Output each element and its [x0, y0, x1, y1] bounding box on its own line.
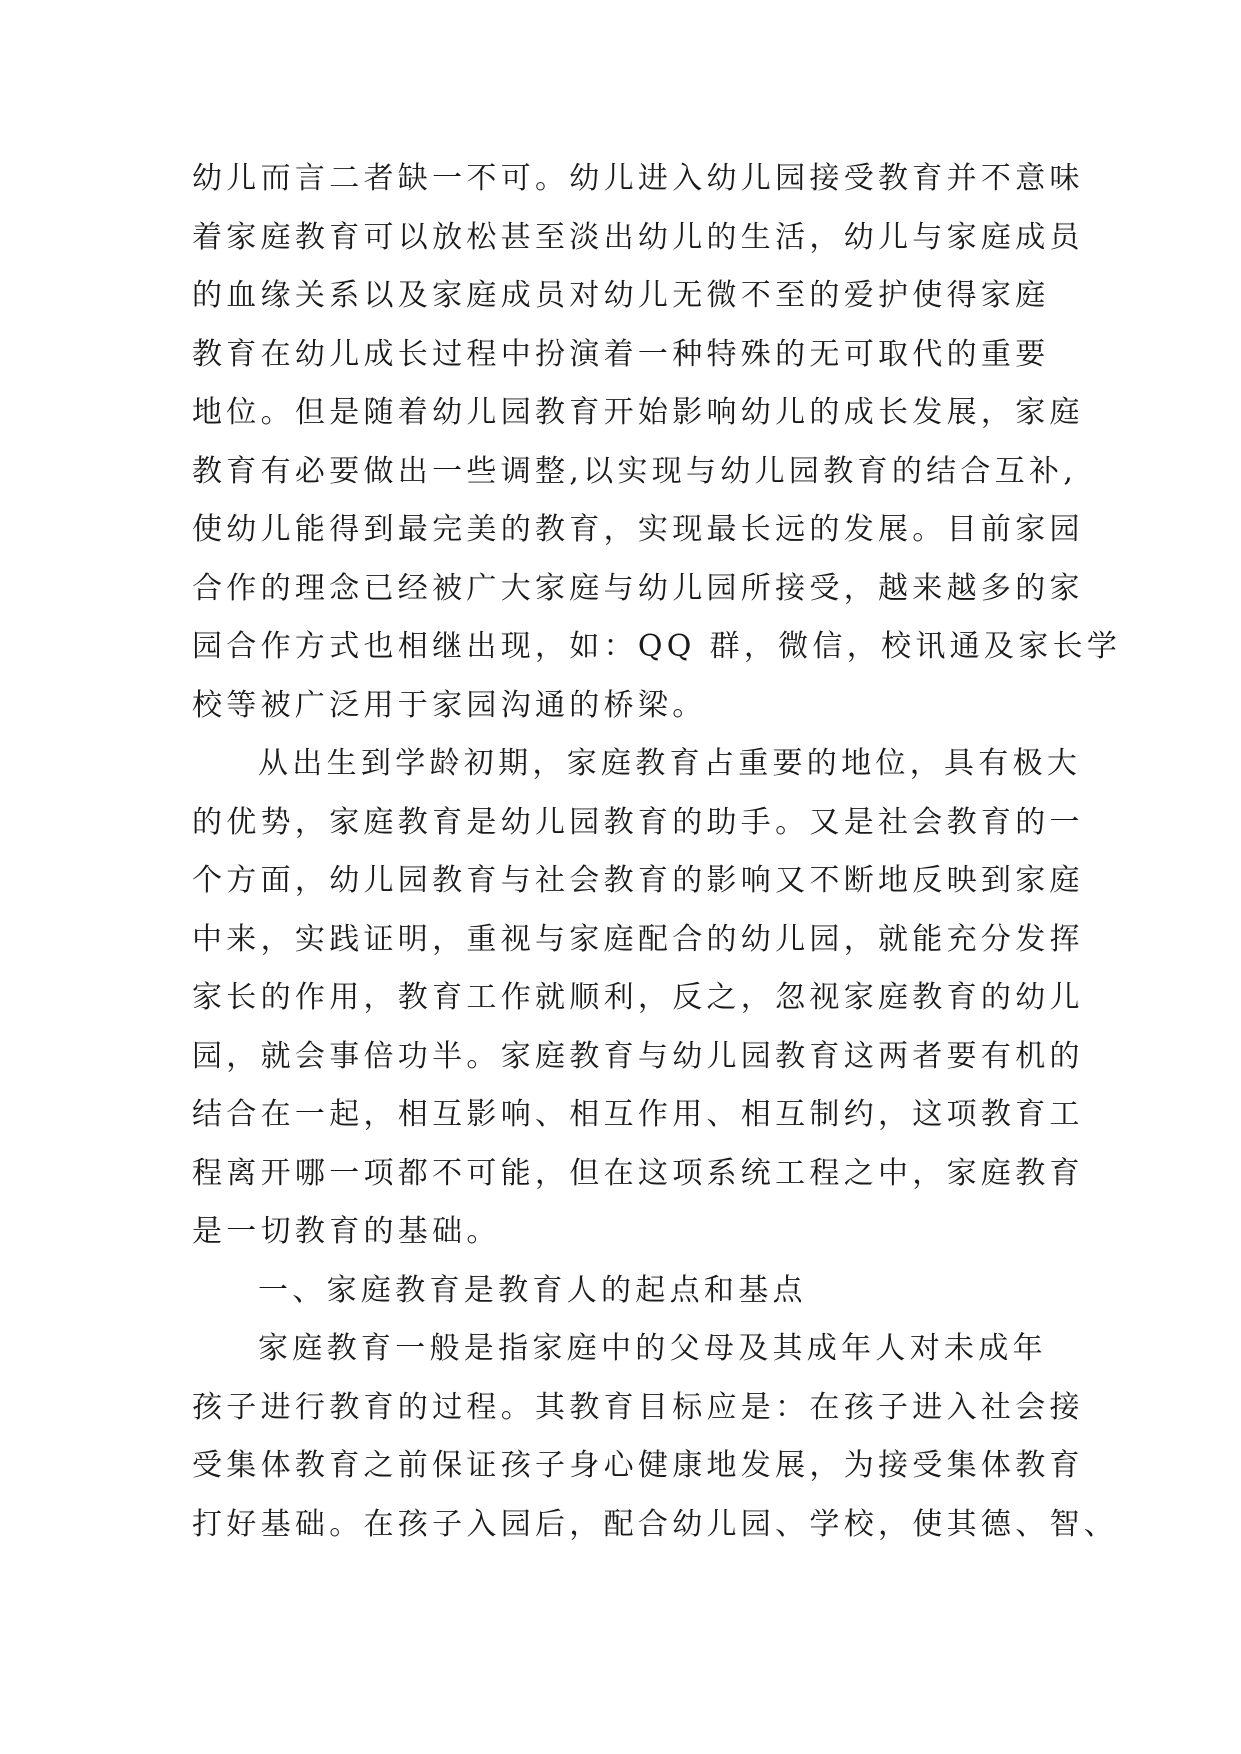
text-line: 园，就会事倍功半。家庭教育与幼儿园教育这两者要有机的	[192, 1038, 1084, 1074]
text-line: 个方面，幼儿园教育与社会教育的影响又不断地反映到家庭	[192, 863, 1084, 898]
body-text	[192, 150, 1122, 1554]
text-line: 教育在幼儿成长过程中扮演着一种特殊的无可取代的重要	[192, 336, 1050, 372]
paragraph-2	[192, 735, 1084, 1262]
text-line: 孩子进行教育的过程。其教育目标应是：在孩子进入社会接	[192, 1389, 1084, 1425]
text-line: 教育有必要做出一些调整,以实现与幼儿园教育的结合互补,	[192, 453, 1078, 489]
paragraph-3	[192, 1320, 1119, 1554]
text-line: 打好基础。在孩子入园后，配合幼儿园、学校，使其德、智、	[192, 1506, 1119, 1542]
text-line: 的血缘关系以及家庭成员对幼儿无微不至的爱护使得家庭	[192, 278, 1050, 313]
text-line: 校等被广泛用于家园沟通的桥梁。	[192, 687, 707, 723]
text-line: 受集体教育之前保证孩子身心健康地发展，为接受集体教育	[192, 1448, 1084, 1483]
text-line: 中来，实践证明，重视与家庭配合的幼儿园，就能充分发挥	[192, 921, 1084, 957]
text-line: 家庭教育一般是指家庭中的父母及其成年人对未成年	[258, 1331, 1047, 1366]
text-line: 园合作方式也相继出现，如：QQ 群，微信，校讯通及家长学	[192, 629, 1122, 664]
text-line: 幼儿而言二者缺一不可。幼儿进入幼儿园接受教育并不意味	[192, 161, 1084, 196]
text-line: 合作的理念已经被广大家庭与幼儿园所接受，越来越多的家	[192, 570, 1084, 606]
text-line: 使幼儿能得到最完美的教育，实现最长远的发展。目前家园	[192, 512, 1084, 547]
text-line: 地位。但是随着幼儿园教育开始影响幼儿的成长发展，家庭	[192, 395, 1084, 430]
text-line: 是一切教育的基础。	[192, 1214, 501, 1249]
heading-line: 一、家庭教育是教育人的起点和基点	[258, 1272, 807, 1308]
text-line: 从出生到学龄初期，家庭教育占重要的地位，具有极大	[258, 746, 1082, 781]
text-line: 着家庭教育可以放松甚至淡出幼儿的生活，幼儿与家庭成员	[192, 219, 1084, 255]
text-line: 家长的作用，教育工作就顺利，反之，忽视家庭教育的幼儿	[192, 980, 1084, 1015]
section-heading	[192, 1262, 1062, 1321]
text-line: 的优势，家庭教育是幼儿园教育的助手。又是社会教育的一	[192, 804, 1084, 840]
text-line: 结合在一起，相互影响、相互作用、相互制约，这项教育工	[192, 1097, 1084, 1132]
paragraph-1	[192, 150, 1122, 735]
text-line: 程离开哪一项都不可能，但在这项系统工程之中，家庭教育	[192, 1155, 1084, 1191]
